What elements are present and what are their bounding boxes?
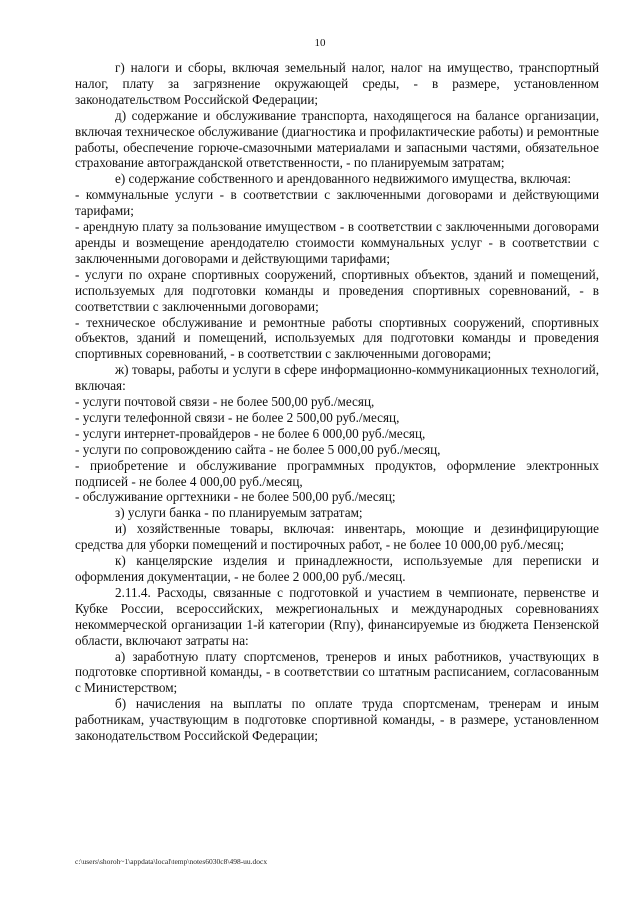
list-item-software: - приобретение и обслуживание программных продуктов, оформление электронных подписей - не более 4 000,00 руб./месяц, [75, 457, 599, 489]
paragraph-transport: д) содержание и обслуживание транспорта, находящегося на балансе организации, включая техническое обслуживание (диагностика и профилактические работы) и ремонтные работы, обеспечение горюче-смазочными материалами и запасными частями, обязательное страхование автогражданской ответственности, - по планируемым затратам; [75, 107, 599, 171]
list-item-postal: - услуги почтовой связи - не более 500,00 руб./месяц, [75, 394, 375, 410]
paragraph-household: и) хозяйственные товары, включая: инвентарь, моющие и дезинфицирующие средства для уборки помещений и постирочных работ, - не более 10 000,00 руб./месяц; [75, 521, 599, 553]
paragraph-taxes: г) налоги и сборы, включая земельный налог, налог на имущество, транспортный налог, плату за загрязнение окружающей среды, - в размере, установленном законодательством Российской Федерации; [75, 60, 599, 107]
list-item-office-equipment: - обслуживание оргтехники - не более 500,00 руб./месяц; [75, 489, 396, 505]
paragraph-payroll-charges: б) начисления на выплаты по оплате труда спортсменам, тренерам и иным работникам, участвующим в подготовке спортивной команды, - в размере, установленном законодательством Российской Федерации; [75, 696, 599, 744]
paragraph-bank: з) услуги банка - по планируемым затратам; [115, 505, 363, 521]
paragraph-salary: а) заработную плату спортсменов, тренеров и иных работников, участвующих в подготовке спортивной команды, - в соответствии со штатным расписанием, согласованным с Министерством; [75, 648, 599, 696]
list-item-security: - услуги по охране спортивных сооружений, спортивных объектов, зданий и помещений, используемых для подготовки команды и проведения спортивных соревнований, - в соответствии с заключенными договорами; [75, 266, 599, 314]
paragraph-stationery: к) канцелярские изделия и принадлежности, используемые для переписки и оформления документации, - не более 2 000,00 руб./месяц. [75, 553, 599, 584]
footer-file-path: c:\users\shoroh~1\appdata\local\temp\notes6030c8\498-uu.docx [75, 857, 268, 866]
list-item-maintenance: - техническое обслуживание и ремонтные работы спортивных сооружений, спортивных объектов, зданий и помещений, используемых для подготовки команды и проведения спортивных соревнований, - в соответствии с заключенными договорами; [75, 314, 599, 362]
list-item-utilities: - коммунальные услуги - в соответствии с заключенными договорами и действующими тарифами; [75, 187, 599, 219]
paragraph-property: е) содержание собственного и арендованного недвижимого имущества, включая: [115, 171, 572, 187]
paragraph-section-2-11-4: 2.11.4. Расходы, связанные с подготовкой и участием в чемпионате, первенстве и Кубке России, всероссийских, межрегиональных и международных соревнованиях некоммерческой организации 1-й категории (Rпу), финансируемые из бюджета Пензенской области, включают затраты на: [75, 584, 599, 648]
list-item-internet: - услуги интернет-провайдеров - не более 6 000,00 руб./месяц, [75, 425, 426, 441]
paragraph-ict: ж) товары, работы и услуги в сфере информационно-коммуникационных технологий, включая: [75, 362, 599, 394]
list-item-website: - услуги по сопровождению сайта - не более 5 000,00 руб./месяц, [75, 441, 441, 457]
list-item-phone: - услуги телефонной связи - не более 2 500,00 руб./месяц, [75, 409, 400, 425]
list-item-rent: - арендную плату за пользование имуществом - в соответствии с заключенными договорами аренды и возмещение арендодателю стоимости коммунальных услуг - в соответствии с заключенными договорами и действующими тарифами; [75, 219, 599, 266]
page-number: 10 [314, 37, 326, 49]
document-body [75, 60, 599, 744]
